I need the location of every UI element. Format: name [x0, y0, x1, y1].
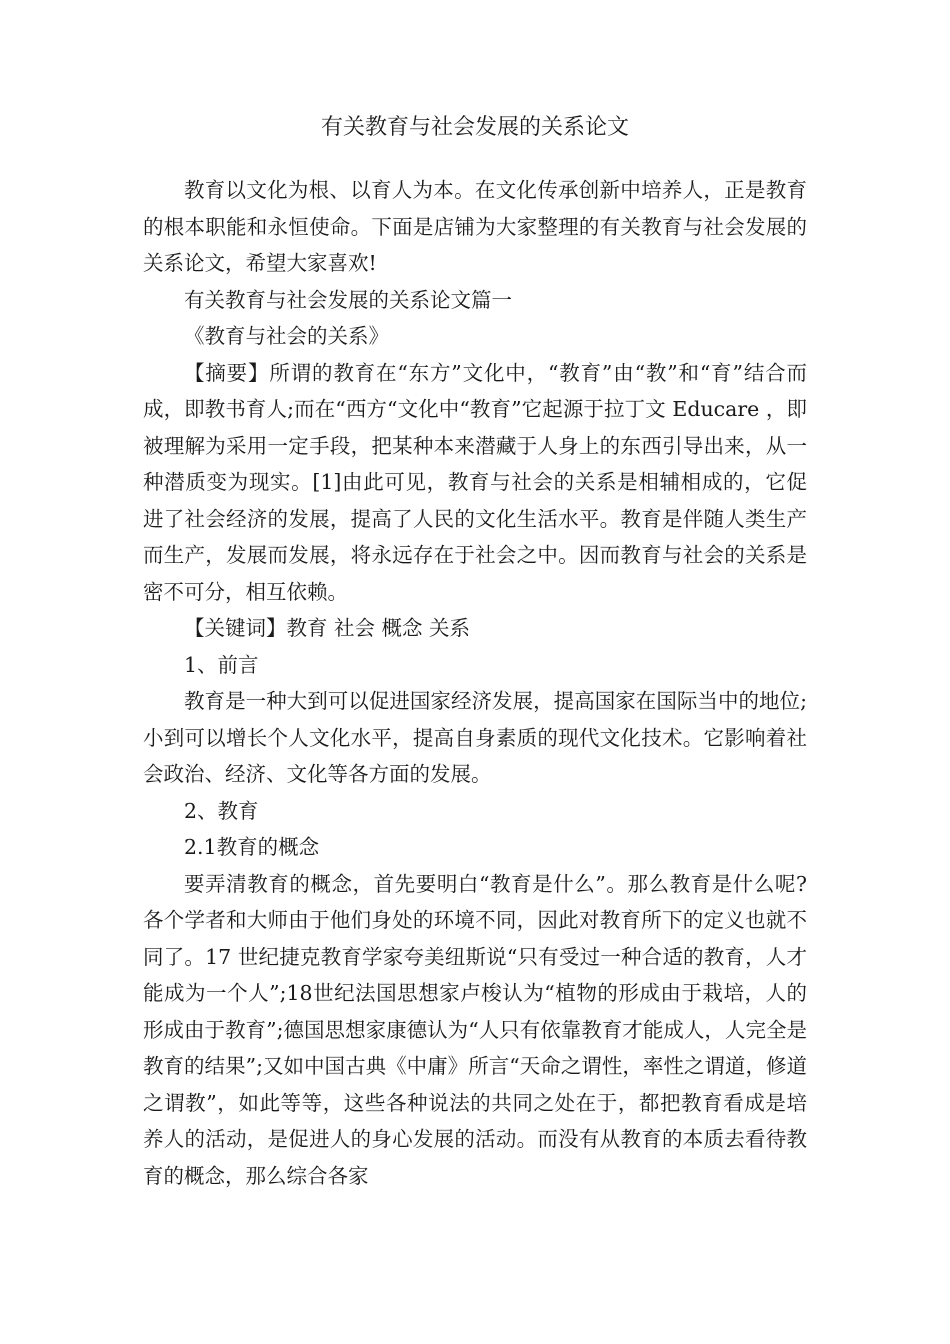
article-subtitle: 《教育与社会的关系》	[184, 324, 389, 348]
article-heading: 有关教育与社会发展的关系论文篇一	[184, 287, 512, 312]
subsection-heading-concept: 2.1教育的概念	[184, 835, 320, 859]
keywords-line: 【关键词】教育 社会 概念 关系	[184, 616, 471, 640]
section-heading-education: 2、教育	[184, 798, 259, 823]
intro-paragraph: 教育以文化为根、以育人为本。在文化传承创新中培养人，正是教育的根本职能和永恒使命。下面是店铺为大家整理的有关教育与社会发展的关系论文，希望大家喜欢!	[143, 178, 807, 275]
document-body	[143, 172, 807, 1194]
section-heading-preface: 1、前言	[184, 652, 259, 677]
concept-paragraph: 要弄清教育的概念，首先要明白“教育是什么”。那么教育是什么呢?各个学者和大师由于他们身处的环境不同，因此对教育所下的定义也就不同了。17 世纪捷克教育学家夸美纽斯说“只有受过一种合适的教育，人才能成为一个人”;18世纪法国思想家卢梭认为“植物的形成由于栽培，人的形成由于教育”;德国思想家康德认为“人只有依靠教育才能成人，人完全是教育的结果”;又如中国古典《中庸》所言“天命之谓性，率性之谓道，修道之谓教”，如此等等，这些各种说法的共同之处在于，都把教育看成是培养人的活动，是促进人的身心发展的活动。而没有从教育的本质去看待教育的概念，那么综合各家	[143, 871, 807, 1188]
document-title: 有关教育与社会发展的关系论文	[320, 115, 629, 140]
abstract-paragraph: 【摘要】所谓的教育在“东方”文化中，“教育”由“教”和“育”结合而成，即教书育人;而在“西方“文化中“教育”它起源于拉丁文 Educare ，即被理解为采用一定手段，把某种本来潜藏于人身上的东西引导出来，从一种潜质变为现实。[1]由此可见，教育与社会的关系是相辅相成的，它促进了社会经济的发展，提高了人民的文化生活水平。教育是伴随人类生产而生产，发展而发展，将永远存在于社会之中。因而教育与社会的关系是密不可分，相互依赖。	[143, 360, 807, 604]
preface-paragraph: 教育是一种大到可以促进国家经济发展，提高国家在国际当中的地位;小到可以增长个人文化水平，提高自身素质的现代文化技术。它影响着社会政治、经济、文化等各方面的发展。	[143, 689, 807, 786]
